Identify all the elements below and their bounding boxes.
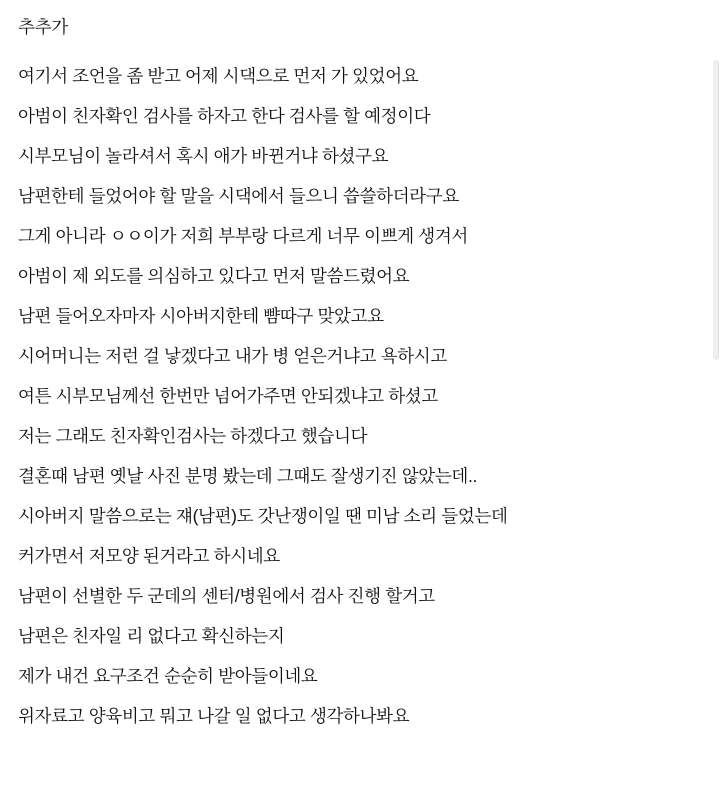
post-line: 시부모님이 놀라셔서 혹시 애가 바뀐거냐 하셨구요 [18,146,389,167]
post-body [18,56,702,736]
post-line: 그게 아니라 ㅇㅇ이가 저희 부부랑 다르게 너무 이쁘게 생겨서 [18,226,468,247]
post-line: 아범이 친자확인 검사를 하자고 한다 검사를 할 예정이다 [18,106,431,127]
post-line: 아범이 제 외도를 의심하고 있다고 먼저 말씀드렸어요 [18,266,410,287]
vertical-scrollbar[interactable] [713,60,718,360]
post-title: 추추가 [18,17,69,37]
post-line: 시아버지 말씀으로는 쟤(남편)도 갓난쟁이일 땐 미남 소리 들었는데 [18,506,508,527]
post-line: 여기서 조언을 좀 받고 어제 시댁으로 먼저 가 있었어요 [18,66,419,87]
post-line: 남편은 친자일 리 없다고 확신하는지 [18,626,285,647]
post-line: 남편이 선별한 두 군데의 센터/병원에서 검사 진행 할거고 [18,586,435,607]
post-line: 결혼때 남편 옛날 사진 분명 봤는데 그때도 잘생기진 않았는데.. [18,466,477,487]
post-line: 남편한테 들었어야 할 말을 시댁에서 들으니 씁쓸하더라구요 [18,186,459,207]
post-line: 남편 들어오자마자 시아버지한테 뺨따구 맞았고요 [18,306,384,327]
post-line: 커가면서 저모양 된거라고 하시네요 [18,546,280,567]
post-line: 여튼 시부모님께선 한번만 넘어가주면 안되겠냐고 하셨고 [18,386,438,407]
scrollbar-thumb[interactable] [713,60,719,360]
post-line: 제가 내건 요구조건 순순히 받아들이네요 [18,666,318,687]
post-line: 저는 그래도 친자확인검사는 하겠다고 했습니다 [18,426,368,447]
post-line: 위자료고 양육비고 뭐고 나갈 일 없다고 생각하나봐요 [18,706,410,727]
post-line: 시어머니는 저런 걸 낳겠다고 내가 병 얻은거냐고 욕하시고 [18,346,447,367]
